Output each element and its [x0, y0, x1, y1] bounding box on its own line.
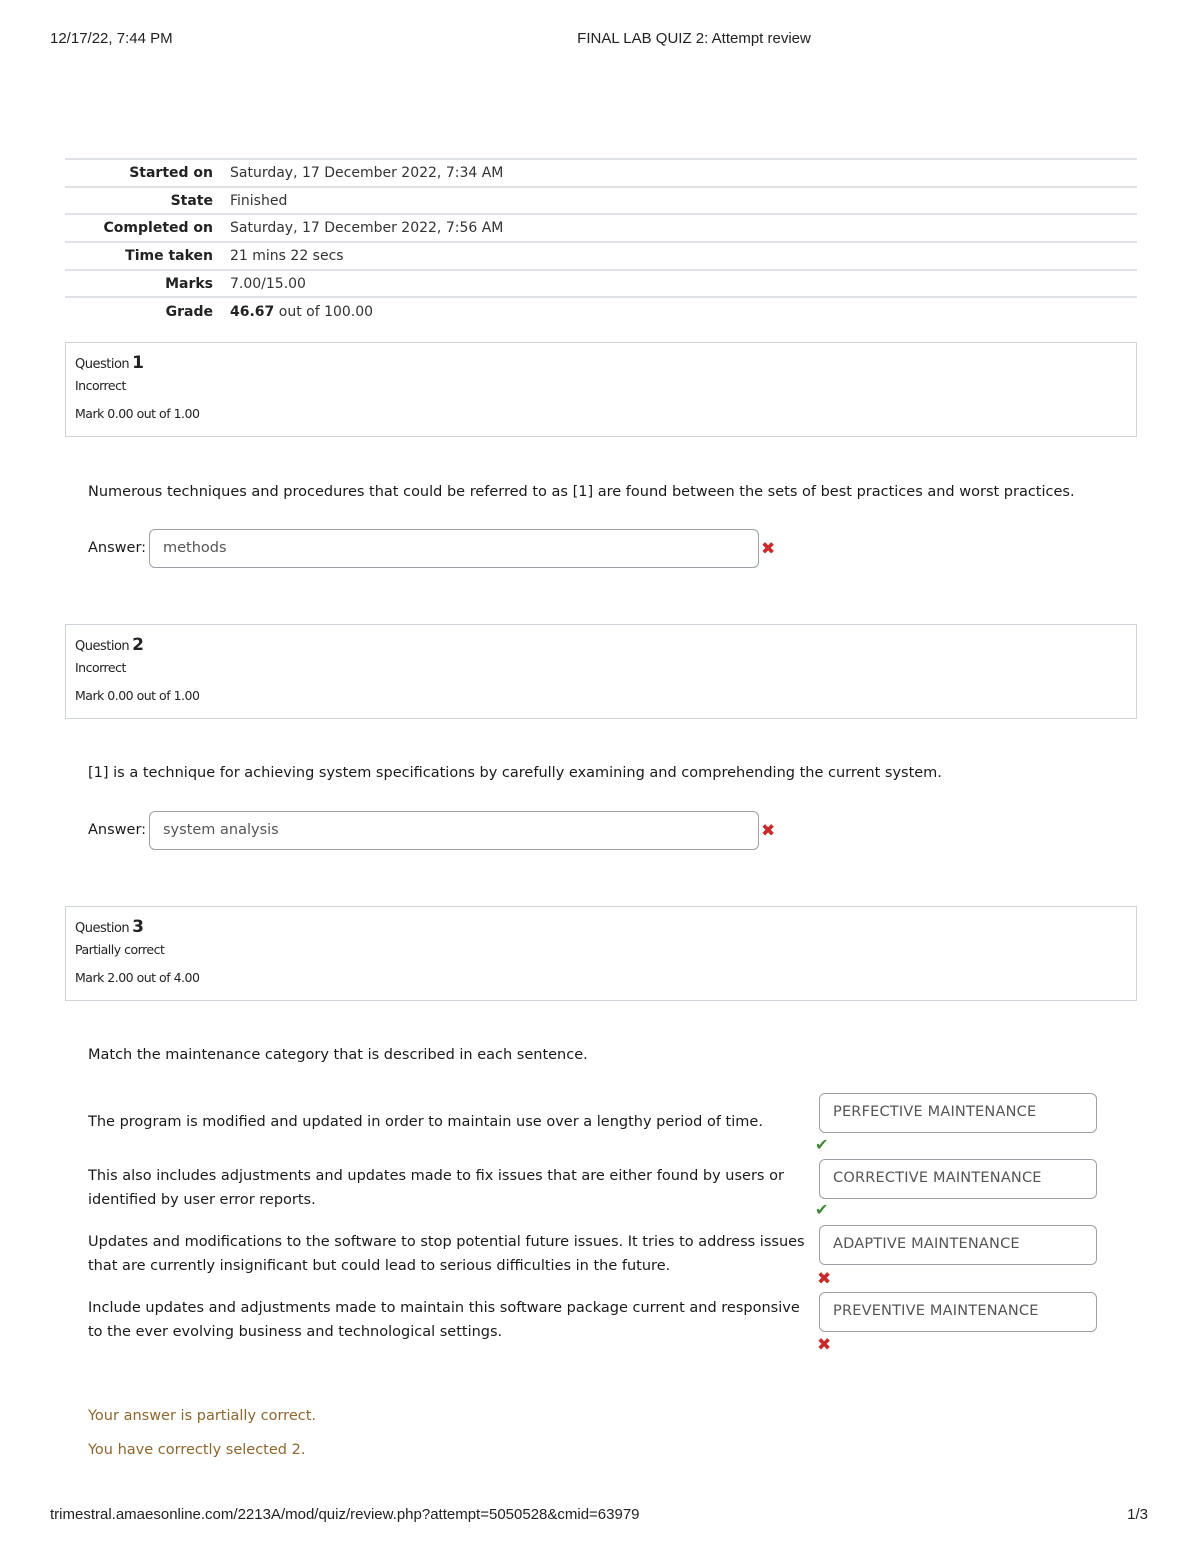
summary-value: Saturday, 17 December 2022, 7:56 AM [230, 220, 504, 237]
print-header [0, 30, 1200, 50]
summary-label: State [170, 192, 213, 209]
question-text: Numerous techniques and procedures that could be referred to as [1] are found between the sets of best practices and worst practices. [88, 484, 1075, 500]
match-select[interactable]: CORRECTIVE MAINTENANCE [819, 1159, 1097, 1199]
summary-label: Time taken [125, 247, 213, 264]
check-icon: ✔ [815, 1137, 829, 1154]
question-info-2 [65, 624, 1137, 719]
print-url: trimestral.amaesonline.com/2213A/mod/quiz/review.php?attempt=5050528&cmid=63979 [50, 1506, 640, 1523]
answer-input[interactable]: methods [149, 529, 759, 568]
summary-row-time-taken [65, 242, 1137, 270]
question-number-value: 3 [132, 917, 144, 937]
cross-icon: ✖ [761, 821, 776, 840]
summary-value: Finished [230, 192, 288, 209]
cross-icon: ✖ [761, 539, 776, 558]
summary-value: 7.00/15.00 [230, 275, 306, 292]
question-state: Incorrect [75, 378, 126, 393]
answer-row [88, 529, 788, 569]
question-text: Match the maintenance category that is described in each sentence. [88, 1047, 588, 1063]
question-text: [1] is a technique for achieving system specifications by carefully examining and comprehending the current system. [88, 765, 942, 781]
print-page-number: 1/3 [1127, 1506, 1148, 1523]
check-icon: ✔ [815, 1202, 829, 1219]
grade-value: 46.67 [230, 303, 275, 320]
summary-label: Started on [129, 164, 213, 181]
summary-label: Marks [165, 275, 213, 292]
question-info-1 [65, 342, 1137, 437]
summary-label: Completed on [103, 220, 213, 237]
grade-suffix: out of 100.00 [278, 303, 374, 320]
match-select[interactable]: ADAPTIVE MAINTENANCE [819, 1225, 1097, 1265]
cross-icon: ✖ [817, 1335, 832, 1354]
print-page-title: FINAL LAB QUIZ 2: Attempt review [577, 30, 811, 47]
print-date: 12/17/22, 7:44 PM [50, 30, 173, 47]
question-number-value: 2 [132, 635, 144, 655]
summary-row-grade [65, 297, 1137, 325]
question-label: Question [75, 921, 130, 936]
answer-label: Answer: [88, 822, 147, 838]
question-info-3 [65, 906, 1137, 1001]
question-label: Question [75, 639, 130, 654]
feedback-correct-count: You have correctly selected 2. [88, 1442, 306, 1458]
match-prompt: Include updates and adjustments made to maintain this software package current and responsive to the ever evolving business and technological settings. [88, 1300, 800, 1340]
question-label: Question [75, 357, 130, 372]
question-mark: Mark 0.00 out of 1.00 [75, 688, 200, 703]
summary-row-state [65, 187, 1137, 215]
question-mark: Mark 2.00 out of 4.00 [75, 970, 200, 985]
feedback-partially-correct: Your answer is partially correct. [88, 1408, 317, 1424]
match-prompt: The program is modified and updated in order to maintain use over a lengthy period of time. [88, 1114, 763, 1130]
question-number-value: 1 [132, 353, 144, 373]
summary-row-started [65, 159, 1137, 187]
question-state: Partially correct [75, 942, 165, 957]
attempt-summary-table [65, 158, 1137, 325]
match-select[interactable]: PERFECTIVE MAINTENANCE [819, 1093, 1097, 1133]
summary-value: Saturday, 17 December 2022, 7:34 AM [230, 164, 504, 181]
cross-icon: ✖ [817, 1269, 832, 1288]
answer-input[interactable]: system analysis [149, 811, 759, 850]
match-prompt: This also includes adjustments and updates made to fix issues that are either found by users or identified by user error reports. [88, 1168, 784, 1208]
question-number [75, 353, 1136, 378]
summary-value: 21 mins 22 secs [230, 247, 344, 264]
summary-row-marks [65, 270, 1137, 298]
summary-value [228, 297, 1137, 325]
print-footer [0, 1506, 1200, 1526]
question-mark: Mark 0.00 out of 1.00 [75, 406, 200, 421]
summary-row-completed [65, 214, 1137, 242]
answer-row [88, 811, 788, 851]
match-prompt: Updates and modifications to the software to stop potential future issues. It tries to address issues that are currently insignificant but could lead to serious difficulties in the future. [88, 1234, 805, 1274]
question-number [75, 917, 1136, 942]
match-select[interactable]: PREVENTIVE MAINTENANCE [819, 1292, 1097, 1332]
question-number [75, 635, 1136, 660]
summary-label: Grade [165, 303, 213, 320]
answer-label: Answer: [88, 540, 147, 556]
question-state: Incorrect [75, 660, 126, 675]
